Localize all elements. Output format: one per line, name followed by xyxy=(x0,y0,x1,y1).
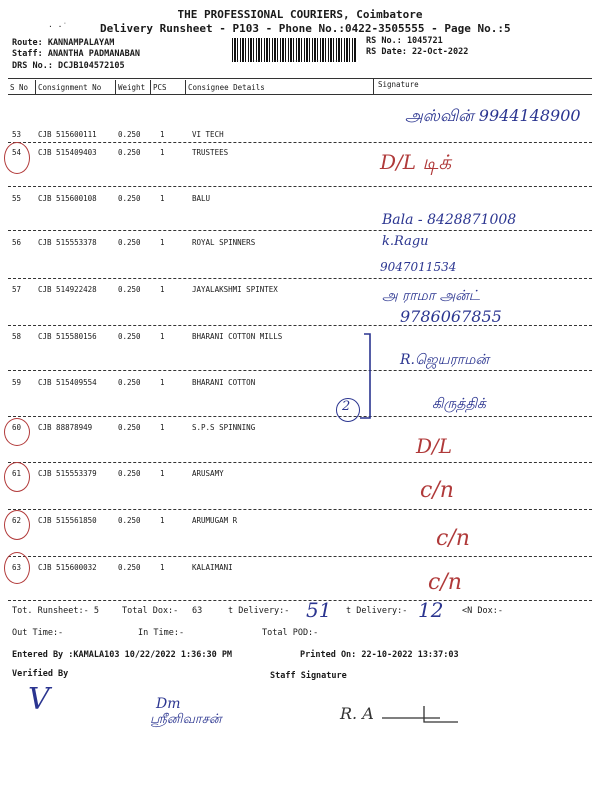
row-62-pcs: 1 xyxy=(160,516,165,525)
handwritten-sig-59: கிருத்திக் xyxy=(432,396,486,412)
row-57-consignee: JAYALAKSHMI SPINTEX xyxy=(192,285,278,294)
route-label: Route: KANNAMPALAYAM xyxy=(12,38,115,48)
handwritten-sig-62: c/n xyxy=(436,526,470,551)
staff-sign-1: Dm xyxy=(156,696,181,712)
handwritten-sig-63: c/n xyxy=(428,570,462,595)
row-54-weight: 0.250 xyxy=(118,148,141,157)
row-57-weight: 0.250 xyxy=(118,285,141,294)
row-61-sno: 61 xyxy=(12,469,22,478)
row-60-pcs: 1 xyxy=(160,423,165,432)
row-54-consignee: TRUSTEES xyxy=(192,148,229,157)
row-53-consignment: CJB 515600111 xyxy=(38,130,97,139)
circle-mark xyxy=(4,142,30,174)
delivery-count: 51 xyxy=(306,598,332,622)
handwritten-sig-61: c/n xyxy=(420,478,454,503)
rs-number: RS No.: 1045721 xyxy=(366,36,443,46)
row-59-pcs: 1 xyxy=(160,378,165,387)
handwritten-sig-54: D/L டிக் xyxy=(380,150,452,174)
row-62-consignment: CJB 515561850 xyxy=(38,516,97,525)
verify-check-mark: V xyxy=(28,682,50,717)
row-58-consignment: CJB 515580156 xyxy=(38,332,97,341)
drs-label: DRS No.: DCJB104572105 xyxy=(12,61,125,71)
row-58-pcs: 1 xyxy=(160,332,165,341)
staff-sign-2: ஸ்ரீனிவாசன் xyxy=(150,712,222,727)
row-61-consignment: CJB 515553379 xyxy=(38,469,97,478)
row-59-consignee: BHARANI COTTON xyxy=(192,378,256,387)
row-53-consignee: VI TECH xyxy=(192,130,224,139)
circle-mark xyxy=(4,418,30,446)
rs-date: RS Date: 22-Oct-2022 xyxy=(366,47,469,57)
row-56-weight: 0.250 xyxy=(118,238,141,247)
staff-signature-label: Staff Signature xyxy=(270,671,347,681)
row-54-consignment: CJB 515409403 xyxy=(38,148,97,157)
row-55-consignment: CJB 515600108 xyxy=(38,194,97,203)
row-59-sno: 59 xyxy=(12,378,22,387)
row-59-weight: 0.250 xyxy=(118,378,141,387)
row-58-sno: 58 xyxy=(12,332,22,341)
col-sno: S No xyxy=(10,83,29,92)
handwritten-sig-60: D/L xyxy=(416,434,453,458)
total-dox-value: 63 xyxy=(192,606,203,616)
row-54-pcs: 1 xyxy=(160,148,165,157)
row-55-consignee: BALU xyxy=(192,194,211,203)
circle-mark xyxy=(4,510,30,540)
row-56-consignment: CJB 515553378 xyxy=(38,238,97,247)
handwritten-sig-53: அஸ்வின் 9944148900 xyxy=(405,106,581,125)
company-title: THE PROFESSIONAL COURIERS, Coimbatore xyxy=(177,8,423,21)
in-time: In Time:- xyxy=(138,628,185,638)
row-63-sno: 63 xyxy=(12,563,22,572)
row-63-consignment: CJB 515600032 xyxy=(38,563,97,572)
handwritten-sig-57a: அ ராமா அன்ட் xyxy=(382,288,480,304)
header-bottom-rule xyxy=(8,94,592,95)
row-55-sno: 55 xyxy=(12,194,22,203)
total-pod: Total POD:- xyxy=(262,628,319,638)
col-consignee: Consignee Details xyxy=(188,83,265,92)
row-55-weight: 0.250 xyxy=(118,194,141,203)
header-top-rule xyxy=(8,78,592,79)
circled-number: 2 xyxy=(342,399,351,414)
col-pcs: PCS xyxy=(153,83,167,92)
undelivery-count: 12 xyxy=(418,598,444,622)
circle-mark xyxy=(4,552,30,584)
row-53-weight: 0.250 xyxy=(118,130,141,139)
row-55-pcs: 1 xyxy=(160,194,165,203)
barcode xyxy=(232,38,356,62)
out-time: Out Time:- xyxy=(12,628,64,638)
row-63-consignee: KALAIMANI xyxy=(192,563,233,572)
undelivery-label: t Delivery:- xyxy=(346,606,408,616)
row-58-consignee: BHARANI COTTON MILLS xyxy=(192,332,283,341)
stray-mark: · ·˙ xyxy=(48,22,68,31)
circle-mark xyxy=(4,462,30,492)
row-62-weight: 0.250 xyxy=(118,516,141,525)
row-63-pcs: 1 xyxy=(160,563,165,572)
row-58-weight: 0.250 xyxy=(118,332,141,341)
row-60-consignee: S.P.S SPINNING xyxy=(192,423,256,432)
row-57-sno: 57 xyxy=(12,285,22,294)
row-56-pcs: 1 xyxy=(160,238,165,247)
staff-sign-3: R. A xyxy=(340,704,374,723)
row-61-pcs: 1 xyxy=(160,469,165,478)
col-weight: Weight xyxy=(118,83,146,92)
signature-stroke xyxy=(380,704,460,728)
row-63-weight: 0.250 xyxy=(118,563,141,572)
row-59-consignment: CJB 515409554 xyxy=(38,378,97,387)
row-61-consignee: ARUSAMY xyxy=(192,469,224,478)
handwritten-sig-56a: k.Ragu xyxy=(382,234,429,249)
row-61-weight: 0.250 xyxy=(118,469,141,478)
row-62-consignee: ARUMUGAM R xyxy=(192,516,238,525)
row-57-consignment: CJB 514922428 xyxy=(38,285,97,294)
printed-on: Printed On: 22-10-2022 13:37:03 xyxy=(300,650,459,660)
dox-label: <N Dox:- xyxy=(462,606,503,616)
handwritten-sig-57b: 9786067855 xyxy=(400,307,502,326)
handwritten-sig-55: Bala - 8428871008 xyxy=(382,212,517,228)
row-54-sno: 54 xyxy=(12,148,22,157)
handwritten-sig-58: R.ஜெயராமன் xyxy=(400,352,489,368)
row-62-sno: 62 xyxy=(12,516,22,525)
tot-runsheet: Tot. Runsheet:- 5 xyxy=(12,606,99,616)
col-signature: Signature xyxy=(378,80,419,89)
row-57-pcs: 1 xyxy=(160,285,165,294)
runsheet-title: Delivery Runsheet - P103 - Phone No.:0422-3505555 - Page No.:5 xyxy=(100,22,511,35)
row-60-weight: 0.250 xyxy=(118,423,141,432)
total-dox-label: Total Dox:- xyxy=(122,606,179,616)
row-60-sno: 60 xyxy=(12,423,22,432)
row-53-pcs: 1 xyxy=(160,130,165,139)
staff-label: Staff: ANANTHA PADMANABAN xyxy=(12,49,140,59)
verified-by: Verified By xyxy=(12,669,69,679)
row-60-consignment: CJB 88878949 xyxy=(38,423,93,432)
row-56-consignee: ROYAL SPINNERS xyxy=(192,238,256,247)
handwritten-sig-56b: 9047011534 xyxy=(380,260,457,274)
delivery-label: t Delivery:- xyxy=(228,606,290,616)
row-56-sno: 56 xyxy=(12,238,22,247)
row-53-sno: 53 xyxy=(12,130,22,139)
entered-by: Entered By :KAMALA103 10/22/2022 1:36:30 PM xyxy=(12,650,233,660)
col-consignment: Consignment No xyxy=(38,83,102,92)
